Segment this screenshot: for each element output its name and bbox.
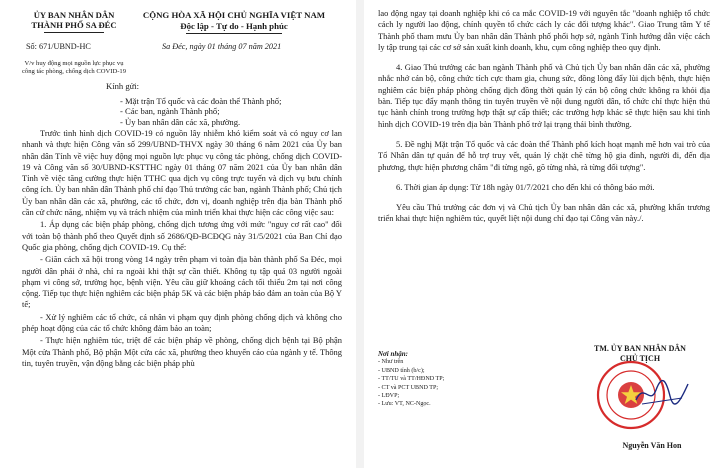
national-heading xyxy=(128,10,340,32)
place-date: Sa Đéc, ngày 01 tháng 07 năm 2021 xyxy=(162,42,282,51)
paragraph: 5. Đề nghị Mặt trận Tổ quốc và các đoàn thể Thành phố kích hoạt mạnh mẽ hơn vai trò của Tổ Nhân dân tự quản để hỗ trợ truy vết, quản lý chặt chẽ từng hộ gia đình, người đi, đến địa phương, thực hiện phương châm "đi từng ngõ, gõ từng nhà, rà từng đối tượng". xyxy=(378,138,710,172)
subject-line-2: công tác phòng, chống dịch COVID-19 xyxy=(21,68,126,75)
signer-name: Nguyễn Văn Hon xyxy=(622,441,682,450)
agency-line-1: ỦY BAN NHÂN DÂN xyxy=(33,10,115,20)
document-number: Số: 671/UBND-HC xyxy=(26,42,91,51)
page-gutter xyxy=(356,0,364,468)
motto-underline xyxy=(186,33,282,34)
recipient-item: - Các ban, ngành Thành phố; xyxy=(120,106,220,117)
paragraph: Yêu cầu Thủ trưởng các đơn vị và Chủ tịch Ủy ban nhân dân các xã, phường khẩn trương triển khai thực hiện nghiêm túc, quyết liệt nội dung chỉ đạo tại Công văn này./. xyxy=(378,202,710,224)
issuing-agency xyxy=(14,10,134,30)
country-motto: Độc lập - Tự do - Hạnh phúc xyxy=(180,21,288,31)
recipient-list xyxy=(120,96,281,127)
agency-underline xyxy=(44,32,104,33)
distribution-item: - LĐVP; xyxy=(378,393,400,400)
paragraph: lao động ngay tại doanh nghiệp khi có ca mắc COVID-19 với nguyên tắc "doanh nghiệp tổ chức cách ly người lao động, chính quyền tổ chức cách ly các đối tượng khác". Giao Trung tâm Y tế Thành phố tham mưu Ủy ban nhân dân Thành phố phối hợp sở, ngành Tỉnh hướng dẫn việc cách ly tập trung tại các cơ sở sản xuất kinh doanh, khu, cụm công nghiệp theo quy định. xyxy=(378,8,710,52)
country-name: CỘNG HÒA XÃ HỘI CHỦ NGHĨA VIỆT NAM xyxy=(142,10,326,20)
distribution-title: Nơi nhận: xyxy=(378,350,409,358)
document-body-left xyxy=(22,128,342,370)
paragraph: 6. Thời gian áp dụng: Từ 18h ngày 01/7/2021 cho đến khi có thông báo mới. xyxy=(396,181,655,192)
distribution-item: - UBND tỉnh (b/c); xyxy=(378,367,425,374)
signer-title-line-1: TM. ỦY BAN NHÂN DÂN xyxy=(594,344,686,353)
document-subject xyxy=(14,60,134,76)
subject-line-1: V/v huy động mọi nguồn lực phục vụ xyxy=(24,60,124,67)
document-body-right xyxy=(378,8,710,225)
signer-title-line-2: CHỦ TỊCH xyxy=(619,354,661,363)
document-page-right xyxy=(364,0,720,468)
signature-icon xyxy=(632,372,692,412)
paragraph: - Xử lý nghiêm các tổ chức, cá nhân vi phạm quy định phòng chống dịch và không cho phép hoạt động của các tổ chức không đảm bảo an toàn; xyxy=(22,311,342,334)
distribution-item: - TT/TU và TT/HĐND TP; xyxy=(378,376,445,383)
paragraph: - Giãn cách xã hội trong vòng 14 ngày trên phạm vi toàn địa bàn thành phố Sa Đéc, mọi người dân phải ở nhà, chỉ ra ngoài khi thật sự cần thiết. Không tụ tập quá 03 người ngoài phạm vi công sở, trường học, bệnh viện. Yêu cầu giữ khoảng cách tối thiểu 2m tại nơi công cộng. Tiếp tục thực hiện nghiêm các biện pháp 5K và các biện pháp bảo đảm an toàn của Bộ Y tế; xyxy=(22,254,342,310)
kinh-gui-label: Kính gửi: xyxy=(106,81,140,91)
document-page-left xyxy=(0,0,356,468)
paragraph: - Thực hiện nghiêm túc, triệt để các biện pháp về phòng, chống dịch bệnh tại Bộ phận Một cửa Thành phố, Bộ phận Một cửa các xã, phường theo khuyến cáo của ngành y tế. Thông tin, tuyên truyền, vận động bằng các biện pháp phù xyxy=(22,335,342,368)
recipient-item: - Ủy ban nhân dân các xã, phường. xyxy=(120,116,241,127)
paragraph: Trước tình hình dịch COVID-19 có nguồn lây nhiễm khó kiểm soát và có nguy cơ lan nhanh và thực hiện Công văn số 299/UBND-THVX ngày 30 tháng 6 năm 2021 của Ủy ban nhân dân Tỉnh về việc huy động mọi nguồn lực phục vụ công tác phòng, chống dịch COVID-19 và Công văn số 30/UBND-KSTTHC ngày 01 tháng 07 năm 2021 của Ủy ban nhân dân Tỉnh về việc tăng cường thực hiện TTHC qua dịch vụ công trực tuyến và dịch vụ bưu chính công ích. Ủy ban nhân dân Thành phố chỉ đạo Thủ trưởng các ban, ngành Thành phố; Chủ tịch Ủy ban nhân dân các xã, phường, các tổ chức, đơn vị, doanh nghiệp trên địa bàn Thành phố cần cử chức năng, nhiệm vụ và trách nhiệm của mình triển khai thực hiện các công việc sau: xyxy=(22,128,342,218)
distribution-list xyxy=(378,350,444,409)
agency-line-2: THÀNH PHỐ SA ĐÉC xyxy=(31,20,117,30)
distribution-item: - Lưu: VT, NC-Ngọc. xyxy=(378,401,431,408)
recipient-item: - Mặt trận Tổ quốc và các đoàn thể Thành phố; xyxy=(120,96,282,106)
distribution-item: - Như trên xyxy=(378,359,404,366)
paragraph: 4. Giao Thủ trưởng các ban ngành Thành phố và Chủ tịch Ủy ban nhân dân các xã, phường nhắc nhở cán bộ, công chức tích cực tham gia, chung sức, đồng lòng đẩy lùi dịch bệnh, thực hiện nghiêm các biện pháp phòng chống dịch đồng thời quản lý cán bộ công chức không ra khỏi địa bàn. Tiếp tục đẩy mạnh thông tin tuyên truyền về nội dung người dân, tổ chức chỉ thực hiện thủ tục hành chính trong trường hợp thật sự cấp thiết; các trường hợp khác sẽ thực hiện sau khi tình hình dịch COVID-19 trên địa bàn Thành phố trở lại trạng thái bình thường. xyxy=(378,62,710,129)
paragraph: 1. Áp dụng các biện pháp phòng, chống dịch tương ứng với mức "nguy cơ rất cao" đối với toàn bộ thành phố theo Quyết định số 2686/QĐ-BCĐQG này 31/5/2021 của Ban Chỉ đạo Quốc gia phòng, chống dịch COVID-19. Cụ thể: xyxy=(22,219,342,252)
distribution-item: - CT và PCT UBND TP; xyxy=(378,384,439,391)
